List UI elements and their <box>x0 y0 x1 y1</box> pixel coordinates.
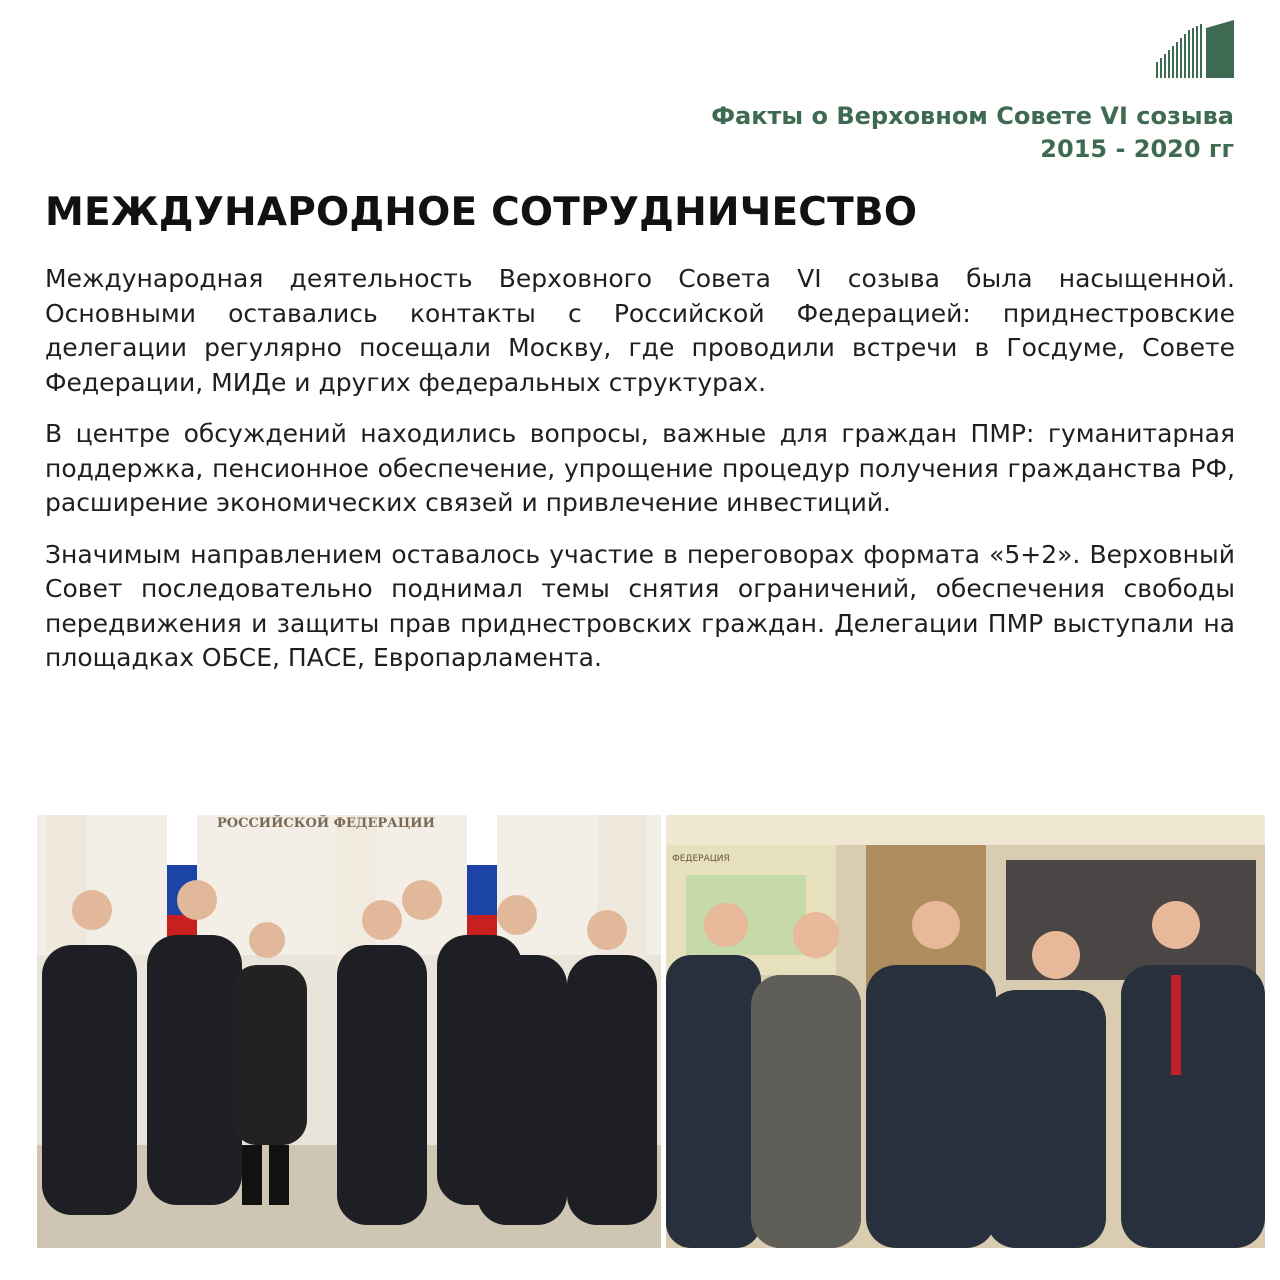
paragraph-2: В центре обсуждений находились вопросы, важные для граждан ПМР: гуманитарная поддержка, пенсионное обеспечение, упрощение процедур получения гражданства РФ, расширение экономических связей и привлечение инвестиций. <box>45 419 1235 517</box>
paragraph-1: Международная деятельность Верховного Совета VI созыва была насыщенной. Основными оставались контакты с Российской Федерацией: приднестровские делегации регулярно посещали Москву, где проводили встречи в Госдуме, Совете Федерации, МИДе и других федеральных структурах. <box>45 264 1235 397</box>
photo-office-meeting <box>666 815 1265 1248</box>
logo-icon <box>1156 20 1236 80</box>
header-subtitle-line1: Факты о Верховном Совете VI созыва <box>711 102 1234 130</box>
photo-delegation-hall <box>37 815 661 1248</box>
wall-inscription: РОССИЙСКОЙ ФЕДЕРАЦИИ <box>217 816 435 831</box>
header-subtitle-line2: 2015 - 2020 гг <box>1040 135 1234 163</box>
header-subtitle <box>711 100 1234 166</box>
paragraph-3: Значимым направлением оставалось участие в переговорах формата «5+2». Верховный Совет последовательно поднимал темы снятия ограничений, обеспечения свободы передвижения и защиты прав приднестровских граждан. Делегации ПМР выступали на площадках ОБСЕ, ПАСЕ, Европарламента. <box>45 539 1235 672</box>
page-title: МЕЖДУНАРОДНОЕ СОТРУДНИЧЕСТВО <box>45 190 918 235</box>
map-inscription: ФЕДЕРАЦИЯ <box>672 854 730 864</box>
article-body <box>45 262 1235 693</box>
